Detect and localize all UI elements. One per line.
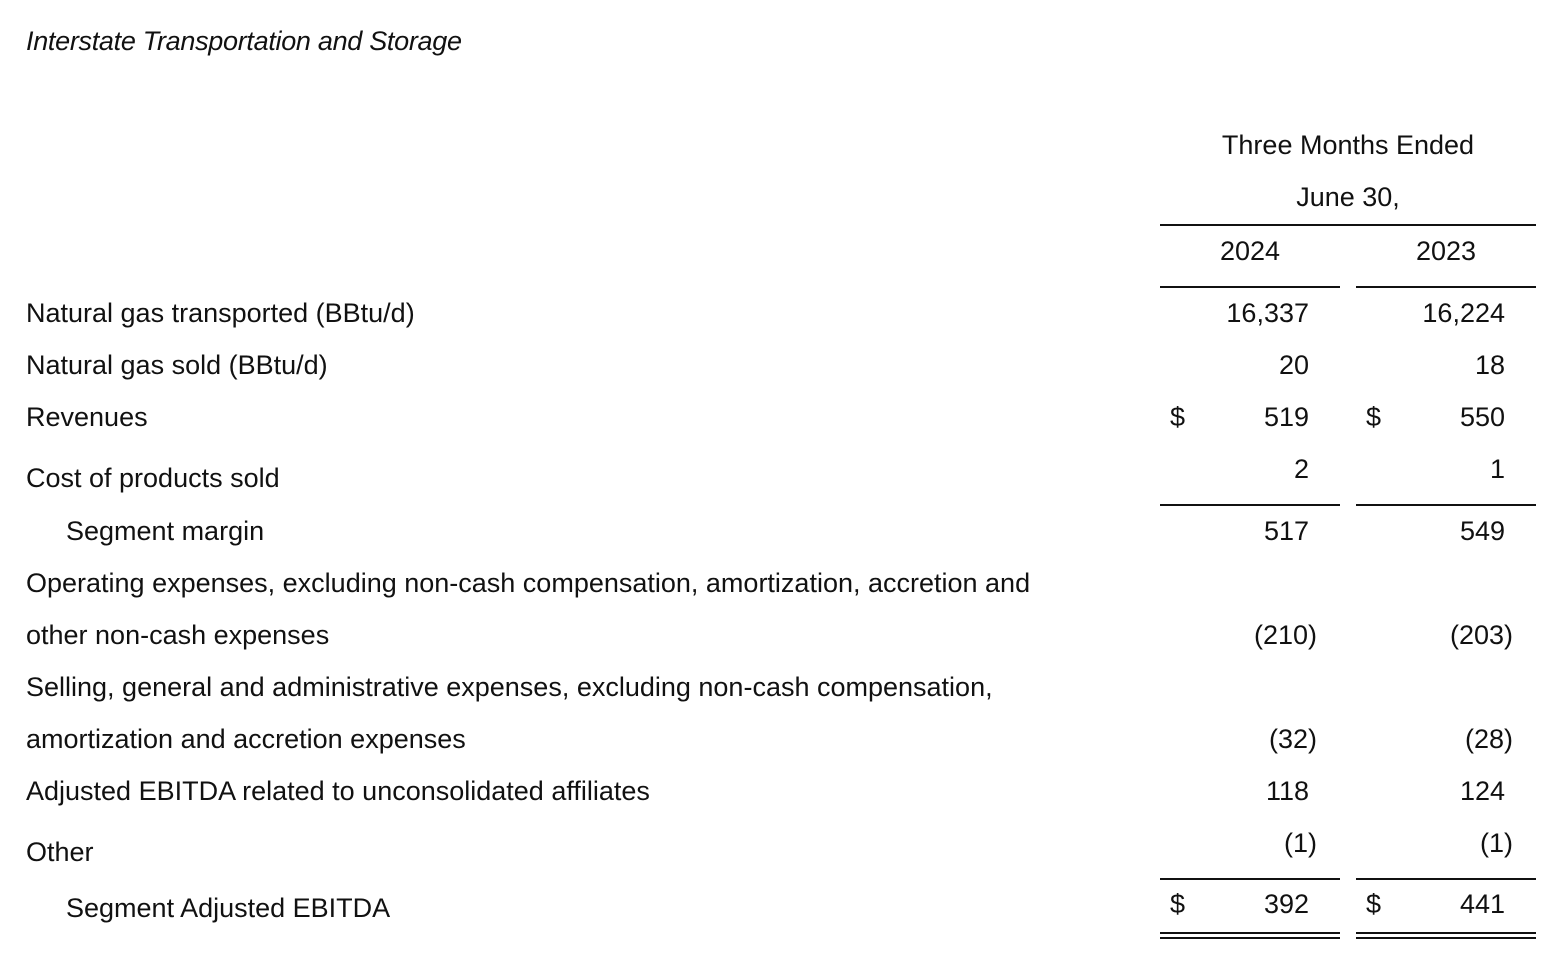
row-label-revenues: Revenues xyxy=(26,402,148,432)
row-label-sga-expenses-line1: Selling, general and administrative expenses, excluding non-cash compensation, xyxy=(26,672,993,702)
currency-symbol-2023-segment-adjusted-ebitda: $ xyxy=(1366,889,1382,919)
value-2023-revenues: 550 xyxy=(1459,402,1505,432)
value-2024-natural-gas-sold: 20 xyxy=(1278,350,1309,380)
row-label-cost-of-products-sold: Cost of products sold xyxy=(26,463,280,493)
row-label-natural-gas-sold: Natural gas sold (BBtu/d) xyxy=(26,350,328,380)
section-title: Interstate Transportation and Storage xyxy=(26,26,462,56)
double-rule-2023 xyxy=(1356,932,1536,939)
value-2024-sga-expenses: (32) xyxy=(1268,724,1317,754)
value-2024-operating-expenses: (210) xyxy=(1253,620,1317,650)
value-2023-segment-adjusted-ebitda: 441 xyxy=(1459,889,1505,919)
row-label-sga-expenses-line2: amortization and accretion expenses xyxy=(26,724,466,754)
double-rule-2024 xyxy=(1160,932,1340,939)
year-header-2023: 2023 xyxy=(1415,236,1477,266)
value-2024-other: (1) xyxy=(1284,828,1317,858)
row-label-segment-adjusted-ebitda: Segment Adjusted EBITDA xyxy=(66,893,391,923)
value-2024-cost-of-products-sold: 2 xyxy=(1293,454,1309,484)
currency-symbol-2024-revenues: $ xyxy=(1170,402,1186,432)
total-rule-2023 xyxy=(1356,878,1536,880)
year-header-2024: 2024 xyxy=(1219,236,1281,266)
value-2024-revenues: 519 xyxy=(1263,402,1309,432)
currency-symbol-2023-revenues: $ xyxy=(1366,402,1382,432)
row-label-operating-expenses-line2: other non-cash expenses xyxy=(26,620,330,650)
period-header-line1: Three Months Ended xyxy=(1221,130,1475,160)
value-2024-segment-adjusted-ebitda: 392 xyxy=(1263,889,1309,919)
subtotal-rule-2023 xyxy=(1356,504,1536,506)
row-label-natural-gas-transported: Natural gas transported (BBtu/d) xyxy=(26,298,415,328)
value-2023-cost-of-products-sold: 1 xyxy=(1489,454,1505,484)
value-2023-natural-gas-transported: 16,224 xyxy=(1422,298,1505,328)
value-2023-natural-gas-sold: 18 xyxy=(1474,350,1505,380)
year-rule-2023 xyxy=(1356,286,1536,288)
value-2024-natural-gas-transported: 16,337 xyxy=(1226,298,1309,328)
value-2023-operating-expenses: (203) xyxy=(1449,620,1513,650)
total-rule-2024 xyxy=(1160,878,1340,880)
row-label-segment-margin: Segment margin xyxy=(66,516,265,546)
value-2024-adjusted-ebitda-unconsolidated-affiliates: 118 xyxy=(1265,776,1309,806)
year-rule-2024 xyxy=(1160,286,1340,288)
row-label-operating-expenses-line1: Operating expenses, excluding non-cash compensation, amortization, accretion and xyxy=(26,568,1031,598)
header-rule xyxy=(1160,224,1536,226)
currency-symbol-2024-segment-adjusted-ebitda: $ xyxy=(1170,889,1186,919)
value-2023-sga-expenses: (28) xyxy=(1464,724,1513,754)
value-2023-adjusted-ebitda-unconsolidated-affiliates: 124 xyxy=(1459,776,1505,806)
value-2023-other: (1) xyxy=(1480,828,1513,858)
subtotal-rule-2024 xyxy=(1160,504,1340,506)
value-2023-segment-margin: 549 xyxy=(1459,516,1505,546)
period-header-line2: June 30, xyxy=(1296,182,1400,212)
row-label-adjusted-ebitda-unconsolidated-affiliates: Adjusted EBITDA related to unconsolidated affiliates xyxy=(26,776,650,806)
value-2024-segment-margin: 517 xyxy=(1263,516,1309,546)
row-label-other: Other xyxy=(26,837,94,867)
